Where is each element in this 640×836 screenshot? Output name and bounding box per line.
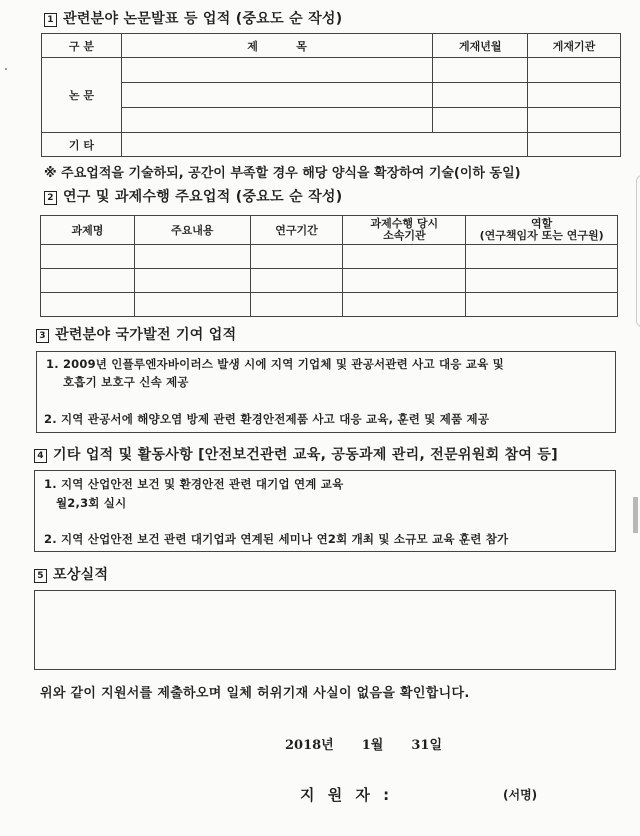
content-cell[interactable] — [134, 245, 250, 269]
table-row — [42, 108, 621, 133]
paper-title-cell-2[interactable] — [121, 83, 432, 108]
affiliation-cell[interactable] — [343, 293, 466, 317]
other-title-cell[interactable] — [121, 133, 527, 157]
role-cell[interactable] — [466, 293, 618, 317]
header-affiliation: 과제수행 당시 소속기관 — [343, 216, 466, 245]
header-category: 구 분 — [42, 34, 122, 58]
contribution-item-1-line1: 1. 2009년 인플루엔자바이러스 발생 시에 지역 기업체 및 관공서관련 사고 대응 교육 및 — [46, 357, 504, 371]
other-publisher-cell[interactable] — [528, 133, 621, 157]
paper-publisher-cell-1[interactable] — [528, 58, 621, 83]
project-cell[interactable] — [41, 245, 135, 269]
project-cell[interactable] — [41, 293, 135, 317]
date-year: 2018년 — [285, 738, 334, 753]
activity-item-1-line2: 월2,3회 실시 — [56, 496, 127, 510]
section4-number-box: 4 — [34, 449, 47, 463]
project-cell[interactable] — [41, 269, 135, 293]
paper-date-cell-2[interactable] — [433, 83, 528, 108]
header-main-content: 주요내용 — [134, 216, 250, 245]
activity-item-1-line1: 1. 지역 산업안전 보건 및 환경안전 관련 대기업 연계 교육 — [44, 477, 344, 491]
scrollbar-thumb[interactable] — [633, 497, 638, 533]
paper-title-cell-3[interactable] — [121, 108, 432, 133]
section3-title: 3 관련분야 국가발전 기여 업적 — [36, 324, 236, 344]
awards-box[interactable] — [34, 590, 616, 670]
section5-number-box: 5 — [34, 569, 47, 583]
applicant-label: 지 원 자 : — [300, 786, 394, 804]
research-table — [40, 215, 618, 317]
period-cell[interactable] — [250, 293, 343, 317]
table-row — [42, 58, 621, 83]
section5-title: 5 포상실적 — [34, 564, 108, 584]
date-day: 31일 — [411, 738, 443, 753]
declaration-text: 위와 같이 지원서를 제출하오며 일체 허위기재 사실이 없음을 확인합니다. — [40, 686, 470, 701]
role-cell[interactable] — [466, 269, 618, 293]
page-edge-decoration — [636, 175, 640, 327]
header-project-name: 과제명 — [41, 216, 135, 245]
paper-date-cell-3[interactable] — [433, 108, 528, 133]
header-publish-date: 게재년월 — [433, 34, 528, 58]
contribution-item-2: 2. 지역 관공서에 해양오염 방제 관련 환경안전제품 사고 대응 교육, 훈련 및 제품 제공 — [44, 412, 490, 426]
submission-date — [285, 734, 470, 753]
section1-title: 1 관련분야 논문발표 등 업적 (중요도 순 작성) — [44, 8, 342, 28]
section4-title: 4 기타 업적 및 활동사항 [안전보건관련 교육, 공동과제 관리, 전문위원회 참여 등] — [34, 444, 558, 464]
table-row — [41, 293, 618, 317]
paper-title-cell-1[interactable] — [121, 58, 432, 83]
header-role: 역할 (연구책임자 또는 연구원) — [466, 216, 618, 245]
section2-title: 2 연구 및 과제수행 주요업적 (중요도 순 작성) — [44, 186, 342, 206]
section3-number-box: 3 — [36, 329, 49, 343]
header-research-period: 연구기간 — [250, 216, 343, 245]
affiliation-cell[interactable] — [343, 269, 466, 293]
period-cell[interactable] — [250, 245, 343, 269]
instruction-note: ※ 주요업적을 기술하되, 공간이 부족할 경우 해당 양식을 확장하여 기술(이하 동일) — [44, 166, 521, 181]
paper-publisher-cell-3[interactable] — [528, 108, 621, 133]
period-cell[interactable] — [250, 269, 343, 293]
paper-date-cell-1[interactable] — [433, 58, 528, 83]
role-cell[interactable] — [466, 245, 618, 269]
signature-label: (서명) — [503, 788, 538, 802]
table-row — [41, 245, 618, 269]
publications-table — [41, 33, 621, 157]
section2-number-box: 2 — [44, 191, 57, 205]
header-publisher: 게재기관 — [528, 34, 621, 58]
date-month: 1월 — [361, 738, 384, 753]
table-row — [41, 269, 618, 293]
scan-speck — [5, 68, 7, 70]
research-header-row — [41, 216, 618, 245]
table-row — [42, 83, 621, 108]
content-cell[interactable] — [134, 293, 250, 317]
paper-publisher-cell-2[interactable] — [528, 83, 621, 108]
publications-header-row — [42, 34, 621, 58]
row-label-other: 기 타 — [42, 133, 122, 157]
section1-number-box: 1 — [44, 13, 57, 27]
affiliation-cell[interactable] — [343, 245, 466, 269]
content-cell[interactable] — [134, 269, 250, 293]
activity-item-2: 2. 지역 산업안전 보건 관련 대기업과 연계된 세미나 연2회 개최 및 소규모 교육 훈련 참가 — [44, 532, 509, 546]
header-title: 제 목 — [121, 34, 432, 58]
row-label-paper: 논 문 — [42, 58, 122, 133]
contribution-item-1-line2: 호흡기 보호구 신속 제공 — [63, 375, 189, 389]
table-row — [42, 133, 621, 157]
